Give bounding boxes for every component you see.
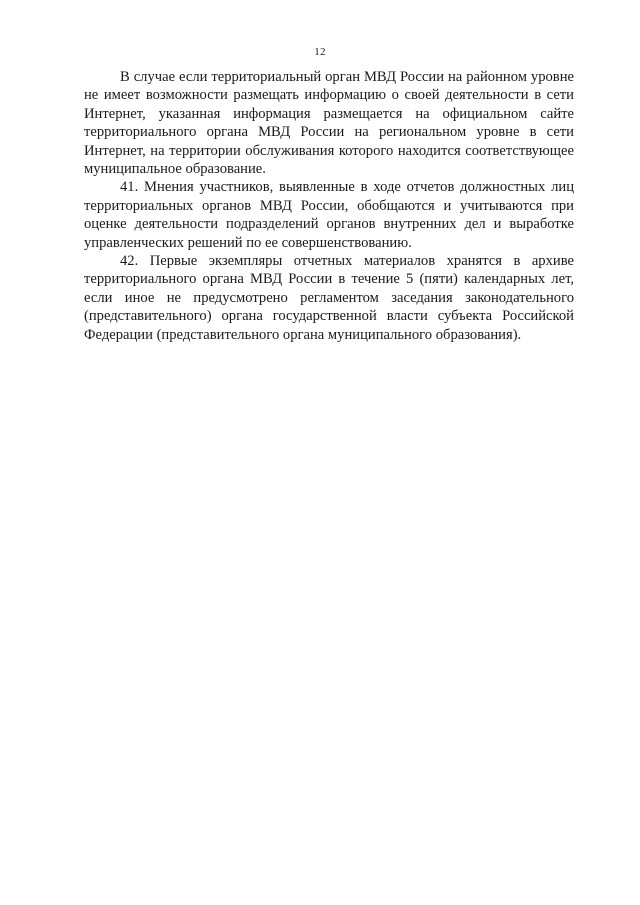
paragraph-website-publication: В случае если территориальный орган МВД России на районном уровне не имеет возможности размещать информацию о своей деятельности в сети Интернет, указанная информация размещается на официальном сайте территориального органа МВД России на региональном уровне в сети Интернет, на территории обслуживания которого находится соответствующее муниципальное образование. bbox=[84, 69, 574, 178]
paragraph-41: 41. Мнения участников, выявленные в ходе отчетов должностных лиц территориальных органов МВД России, обобщаются и учитываются при оценке деятельности подразделений органов внутренних дел и выработке управленческих решений по ее совершенствованию. bbox=[84, 179, 574, 251]
paragraph-42: 42. Первые экземпляры отчетных материалов хранятся в архиве территориального органа МВД России в течение 5 (пяти) календарных лет, если иное не предусмотрено регламентом заседания законодательного (представительного) органа государственной власти субъекта Российской Федерации (представительного органа муниципального образования). bbox=[84, 253, 574, 343]
page-number: 12 bbox=[314, 46, 326, 58]
document-body bbox=[84, 68, 574, 344]
